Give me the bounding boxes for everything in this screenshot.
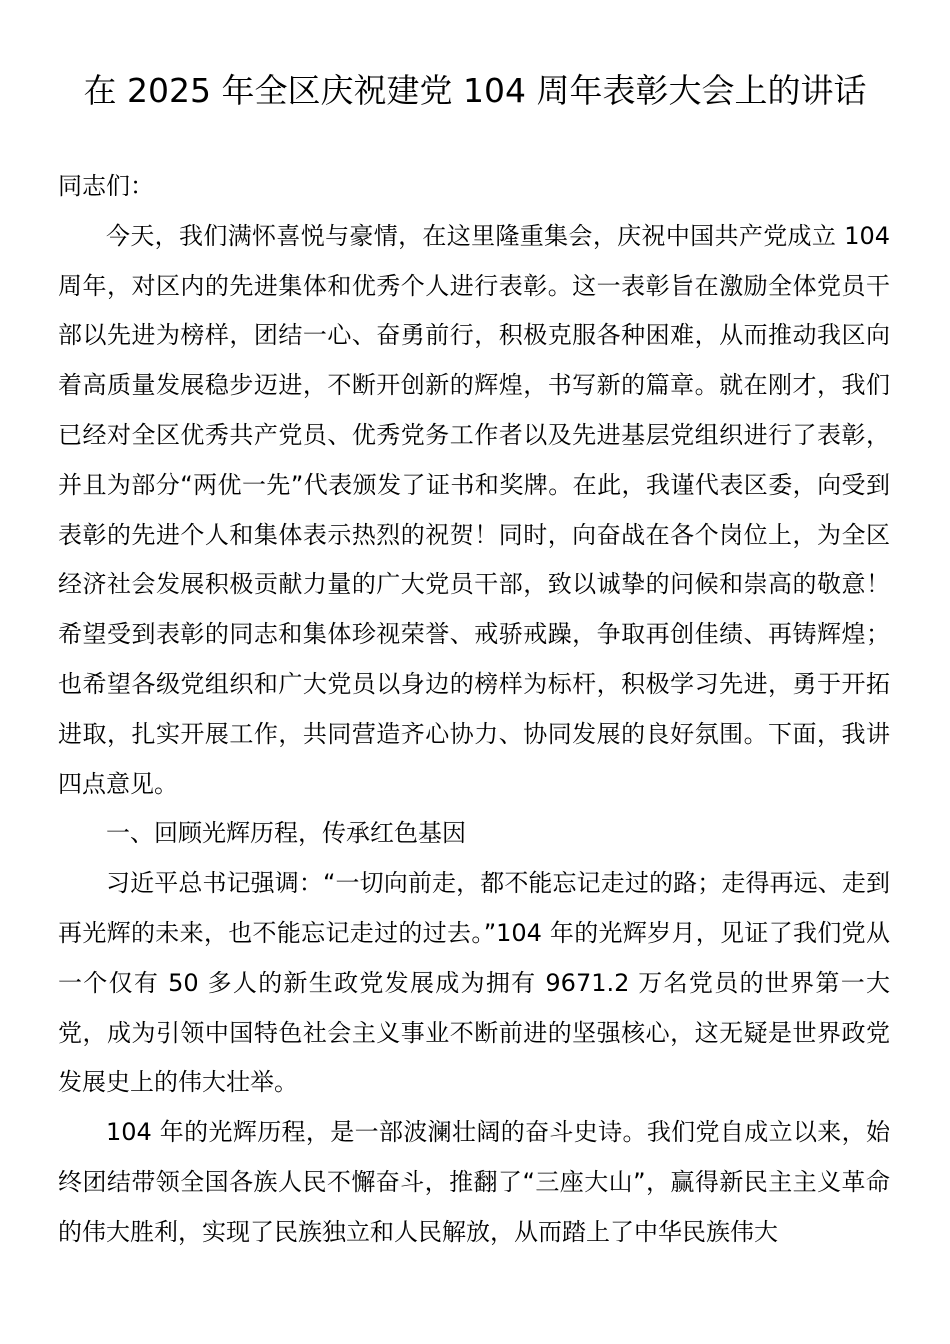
document-title: 在 2025 年全区庆祝建党 104 周年表彰大会上的讲话 bbox=[83, 71, 867, 110]
paragraph-section-1: 习近平总书记强调：“一切向前走，都不能忘记走过的路；走得再远、走到再光辉的未来，也不能忘记走过的过去。”104 年的光辉岁月，见证了我们党从一个仅有 50 多人的新生政党发展成为拥有 9671.2 万名党员的世界第一大党，成为引领中国特色社会主义事业不断前进的坚强核心，这无疑是世界政党发展史上的伟大壮举。 bbox=[58, 869, 890, 1097]
paragraph-intro: 今天，我们满怀喜悦与豪情，在这里隆重集会，庆祝中国共产党成立 104 周年，对区内的先进集体和优秀个人进行表彰。这一表彰旨在激励全体党员干部以先进为榜样，团结一心、奋勇前行，积极克服各种困难，从而推动我区向着高质量发展稳步迈进，不断开创新的辉煌，书写新的篇章。就在刚才，我们已经对全区优秀共产党员、优秀党务工作者以及先进基层党组织进行了表彰，并且为部分“两优一先”代表颁发了证书和奖牌。在此，我谨代表区委，向受到表彰的先进个人和集体表示热烈的祝贺！同时，向奋战在各个岗位上，为全区经济社会发展积极贡献力量的广大党员干部，致以诚挚的问候和崇高的敬意！希望受到表彰的同志和集体珍视荣誉、戒骄戒躁，争取再创佳绩、再铸辉煌；也希望各级党组织和广大党员以身边的榜样为标杆，积极学习先进，勇于开拓进取，扎实开展工作，共同营造齐心协力、协同发展的良好氛围。下面，我讲四点意见。 bbox=[58, 221, 890, 798]
section-heading: 一、回顾光辉历程，传承红色基因 bbox=[106, 819, 466, 848]
salutation: 同志们： bbox=[58, 172, 154, 200]
paragraph-section-2: 104 年的光辉历程，是一部波澜壮阔的奋斗史诗。我们党自成立以来，始终团结带领全国各族人民不懈奋斗，推翻了“三座大山”，赢得新民主主义革命的伟大胜利，实现了民族独立和人民解放，从而踏上了中华民族伟大 bbox=[58, 1118, 890, 1246]
document-body bbox=[58, 162, 890, 1258]
